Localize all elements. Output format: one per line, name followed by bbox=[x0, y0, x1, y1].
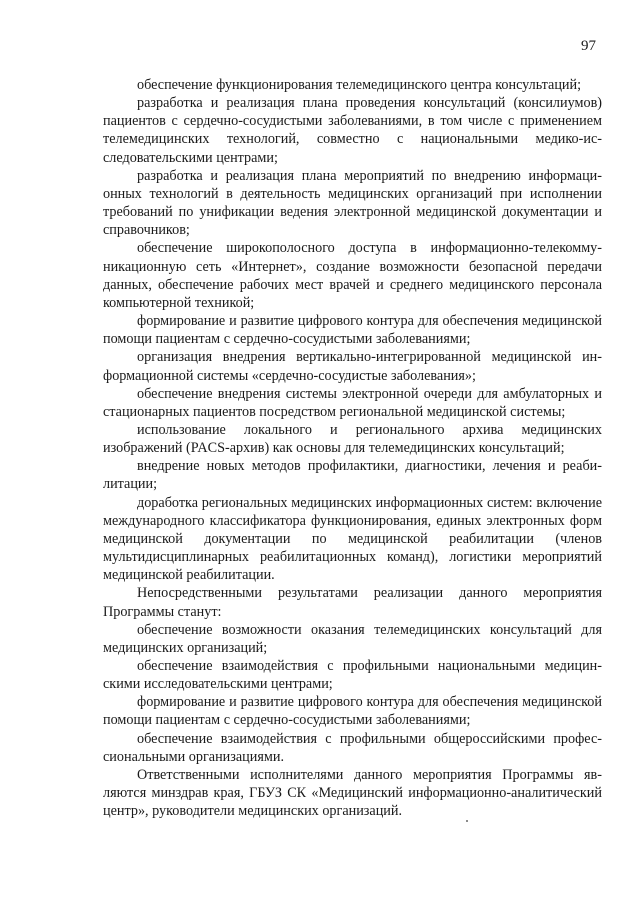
paragraph: обеспечение функционирования телемедицинского центра консультаций; bbox=[137, 77, 582, 93]
paragraph: разработка и реализация плана проведения консультаций (консилиумов) пациентов с сердечно-сосудистыми заболеваниями, в том числе с применением телемедицинских технологий, совместно с национальными медико-исследовательскими центрами; bbox=[103, 95, 602, 166]
paragraph: использование локального и регионального архива медицинских изображений (PACS-архив) как основы для телемедицинских консультаций; bbox=[103, 421, 602, 457]
paragraph: Непосредственными результатами реализации данного мероприятия Программы станут: bbox=[103, 585, 602, 620]
document-body bbox=[103, 76, 602, 820]
paragraph: формирование и развитие цифрового контура для обеспечения медицинской помощи пациентам с сердечно-сосудистыми заболеваниями; bbox=[103, 313, 602, 348]
paragraph: обеспечение взаимодействия с профильными общероссийскими профессиональными организациями. bbox=[103, 730, 602, 765]
paragraph: доработка региональных медицинских информационных систем: включение международного классификатора функционирования, единых электронных форм медицинской документации по медицинской реабилитации (членов мультидисциплинарных реабилитационных команд), логистики мероприятий медицинской реабилитации. bbox=[103, 494, 602, 584]
scan-speck bbox=[466, 820, 468, 822]
paragraph: обеспечение возможности оказания телемедицинских консультаций для медицинских организаций; bbox=[103, 621, 602, 656]
page-number: 97 bbox=[581, 38, 596, 54]
paragraph: разработка и реализация плана мероприятий по внедрению информационных технологий в деятельность медицинских организаций при исполнении требований по унификации ведения электронной медицинской документации и справочников; bbox=[103, 167, 602, 239]
paragraph: обеспечение внедрения системы электронной очереди для амбулаторных и стационарных пациентов посредством региональной медицинской системы; bbox=[103, 385, 602, 420]
paragraph: организация внедрения вертикально-интегрированной медицинской информационной системы «сердечно-сосудистые заболевания»; bbox=[103, 349, 602, 384]
paragraph: внедрение новых методов профилактики, диагностики, лечения и реабилитации; bbox=[103, 458, 602, 493]
paragraph: обеспечение широкополосного доступа в информационно-телекоммуникационную сеть «Интернет», создание возможности безопасной передачи данных, обеспечение рабочих мест врачей и среднего медицинского персонала компьютерной техникой; bbox=[103, 240, 602, 311]
paragraph: формирование и развитие цифрового контура для обеспечения медицинской помощи пациентам с сердечно-сосудистыми заболеваниями; bbox=[103, 694, 602, 729]
paragraph: обеспечение взаимодействия с профильными национальными медицинскими исследовательскими центрами; bbox=[103, 658, 602, 693]
paragraph: Ответственными исполнителями данного мероприятия Программы являются минздрав края, ГБУЗ СК «Медицинский информационно-аналитический центр», руководители медицинских организаций. bbox=[103, 766, 602, 820]
